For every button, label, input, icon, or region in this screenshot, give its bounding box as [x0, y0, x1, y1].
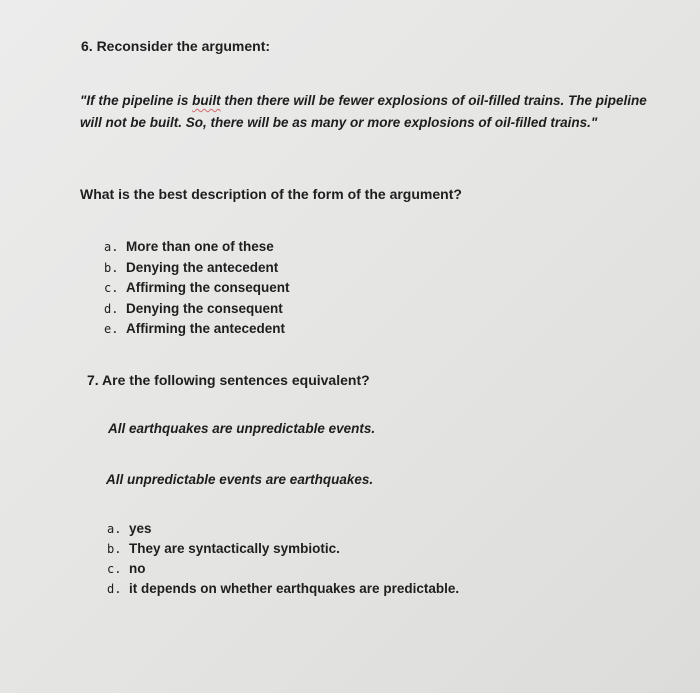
option-a[interactable] — [107, 521, 152, 536]
argument-quote — [80, 90, 650, 134]
option-c[interactable] — [107, 561, 146, 576]
option-b[interactable] — [107, 541, 340, 556]
question-7-title: 7. Are the following sentences equivalent? — [87, 372, 370, 388]
option-c[interactable] — [104, 280, 290, 295]
quote-start: "If the pipeline is — [80, 93, 193, 108]
option-text: no — [129, 561, 146, 576]
quote-rest: then there will be fewer explosions of oil-filled trains. The pipeline will not be built. So, there will be as many or more explosions of oil-filled trains." — [80, 93, 647, 130]
option-e[interactable] — [104, 321, 285, 336]
option-letter: c. — [107, 562, 122, 576]
option-letter: d. — [107, 582, 122, 596]
question-6-prompt: What is the best description of the form of the argument? — [80, 186, 462, 202]
option-letter: a. — [107, 522, 122, 536]
option-letter: e. — [104, 322, 119, 336]
option-letter: b. — [104, 261, 119, 275]
option-d[interactable] — [107, 581, 459, 596]
option-text: More than one of these — [126, 239, 274, 254]
option-text: Denying the antecedent — [126, 260, 279, 275]
option-text: Denying the consequent — [126, 301, 283, 316]
option-letter: a. — [104, 240, 119, 254]
option-text: Affirming the antecedent — [126, 321, 286, 336]
option-b[interactable] — [104, 260, 278, 275]
spellcheck-underlined-word: built — [192, 93, 221, 108]
option-text: it depends on whether earthquakes are predictable. — [129, 581, 460, 596]
sentence-1: All earthquakes are unpredictable events. — [108, 421, 376, 436]
option-text: They are syntactically symbiotic. — [129, 541, 340, 556]
option-a[interactable] — [104, 239, 274, 254]
option-text: yes — [129, 521, 152, 536]
option-d[interactable] — [104, 301, 283, 316]
option-letter: c. — [104, 281, 119, 295]
option-letter: b. — [107, 542, 122, 556]
option-text: Affirming the consequent — [126, 280, 290, 295]
option-letter: d. — [104, 302, 119, 316]
question-6-title: 6. Reconsider the argument: — [81, 38, 271, 54]
sentence-2: All unpredictable events are earthquakes. — [106, 472, 374, 487]
